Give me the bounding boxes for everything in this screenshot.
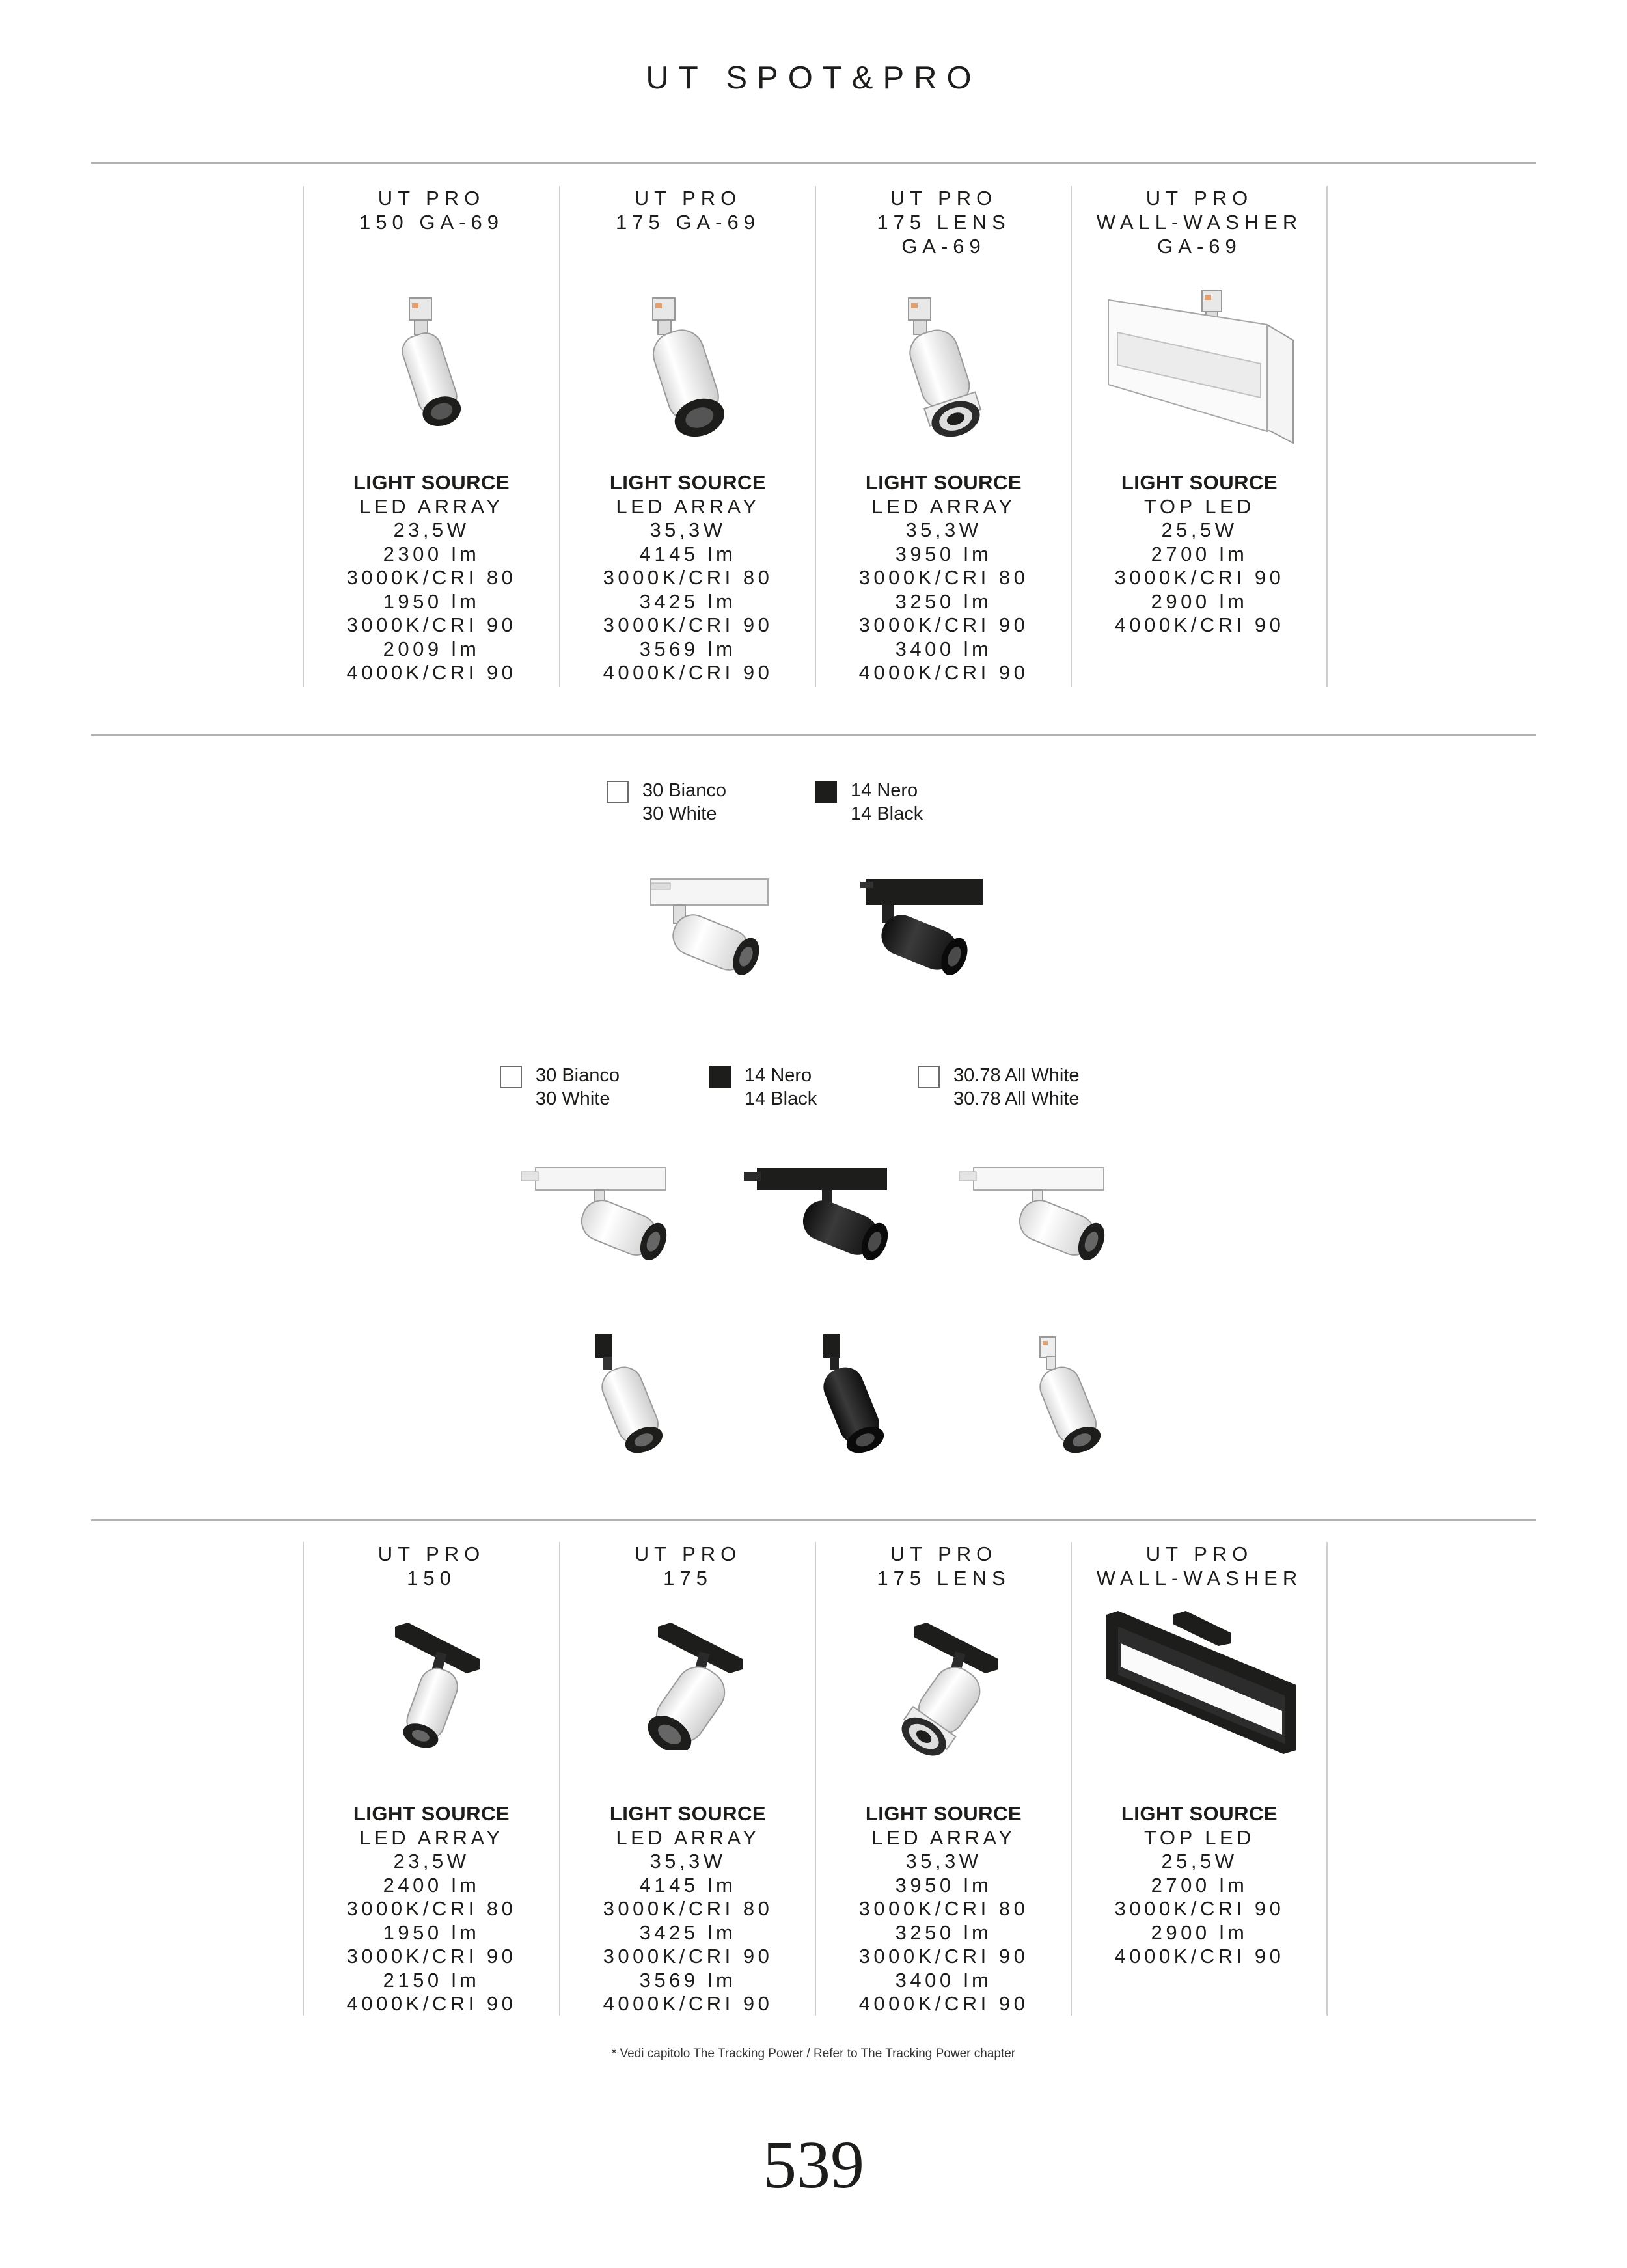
product-image-adapter-spot-white <box>582 1330 680 1454</box>
divider-top <box>91 162 1536 164</box>
spec-line: 3000K/CRI 80 <box>858 566 1029 589</box>
specs-heading: LIGHT SOURCE <box>865 471 1022 494</box>
specs-heading: LIGHT SOURCE <box>865 1802 1022 1825</box>
specs-block <box>1072 1802 1327 1969</box>
spec-line: 4000K/CRI 90 <box>858 1992 1029 2015</box>
spec-line: 4000K/CRI 90 <box>346 661 517 684</box>
finish-code: 30 Bianco <box>536 1065 620 1086</box>
product-image-track-spot-black <box>853 875 989 986</box>
spec-line: 35,3W <box>649 519 726 541</box>
spec-line: 3000K/CRI 90 <box>346 1945 517 1967</box>
specs-heading: LIGHT SOURCE <box>1121 1802 1278 1825</box>
swatch-all-white <box>918 1066 940 1088</box>
spec-line: 3000K/CRI 90 <box>603 1945 773 1967</box>
spec-line: 3000K/CRI 90 <box>1114 1897 1285 1920</box>
spec-line: 35,3W <box>649 1850 726 1872</box>
finish-label <box>851 779 923 826</box>
product-title: UT PRO 175 <box>634 1543 742 1589</box>
specs-block <box>560 471 815 685</box>
product-title: UT PRO 150 <box>377 1543 485 1589</box>
product-column-ut-pro-175-lens <box>816 1542 1071 2016</box>
product-image-track-spot-white <box>517 1161 680 1278</box>
finish-code: 30.78 All White <box>953 1065 1080 1086</box>
specs-block <box>560 1802 815 2016</box>
spec-line: 2150 lm <box>383 1968 480 1991</box>
spec-line: 3000K/CRI 90 <box>346 614 517 636</box>
specs-heading: LIGHT SOURCE <box>609 471 767 494</box>
spec-line: 1950 lm <box>383 1921 480 1944</box>
spec-line: 3000K/CRI 90 <box>858 614 1029 636</box>
spec-line: 35,3W <box>905 519 982 541</box>
spec-line: 3000K/CRI 90 <box>858 1945 1029 1967</box>
spec-line: 4145 lm <box>639 1873 737 1897</box>
spec-line: 35,3W <box>905 1850 982 1872</box>
spec-line: 4000K/CRI 90 <box>603 661 773 684</box>
swatch-white <box>500 1066 522 1088</box>
product-image-adapter-spot-black <box>804 1330 901 1454</box>
divider-middle <box>91 734 1536 736</box>
spec-line: TOP LED <box>1143 1826 1255 1849</box>
spec-line: 25,5W <box>1161 1850 1238 1872</box>
divider-bottom <box>91 1519 1536 1521</box>
product-column-ut-pro-175-lens-ga69 <box>816 186 1071 687</box>
spec-line: 4000K/CRI 90 <box>1114 1945 1285 1967</box>
spec-line: 1950 lm <box>383 589 480 613</box>
finish-code: 14 Nero <box>745 1065 812 1086</box>
page-number: 539 <box>763 2127 864 2202</box>
product-title: UT PRO WALL-WASHER <box>1096 1543 1303 1589</box>
spec-line: 3950 lm <box>895 542 992 565</box>
page-title: UT SPOT&PRO <box>646 61 981 96</box>
spec-line: LED ARRAY <box>871 1826 1016 1849</box>
spec-line: 3425 lm <box>639 1921 737 1944</box>
spec-line: 3250 lm <box>895 589 992 613</box>
spec-line: 3569 lm <box>639 1968 737 1991</box>
spec-line: 2900 lm <box>1151 1921 1248 1944</box>
spec-line: 3000K/CRI 80 <box>603 1897 773 1920</box>
finish-code: 30 Bianco <box>642 780 726 801</box>
spec-line: 3569 lm <box>639 637 737 660</box>
finish-code: 14 Nero <box>851 780 918 801</box>
spec-line: 2400 lm <box>383 1873 480 1897</box>
spec-line: 23,5W <box>393 519 470 541</box>
spec-line: 4145 lm <box>639 542 737 565</box>
specs-heading: LIGHT SOURCE <box>609 1802 767 1825</box>
spec-line: 25,5W <box>1161 519 1238 541</box>
product-image-spot-white <box>382 297 486 440</box>
spec-line: LED ARRAY <box>871 494 1016 518</box>
spec-line: 4000K/CRI 90 <box>346 1992 517 2015</box>
specs-block <box>816 1802 1071 2016</box>
spec-line: 3000K/CRI 90 <box>1114 566 1285 589</box>
finish-english: 30 White <box>536 1088 610 1109</box>
product-column-ut-pro-150-ga69 <box>304 186 559 687</box>
spec-line: 2700 lm <box>1151 542 1248 565</box>
product-column-ut-pro-150 <box>304 1542 559 2016</box>
specs-heading: LIGHT SOURCE <box>353 471 510 494</box>
spec-line: 3250 lm <box>895 1921 992 1944</box>
specs-block <box>304 1802 559 2016</box>
spec-line: 3000K/CRI 90 <box>603 614 773 636</box>
product-image-adapter-spot-all-white <box>1020 1330 1118 1454</box>
product-title: UT PRO 150 GA-69 <box>359 187 504 234</box>
swatch-white <box>607 781 629 803</box>
spec-line: 4000K/CRI 90 <box>858 661 1029 684</box>
finish-english: 14 Black <box>851 803 923 824</box>
product-image-spot-lens-white <box>888 297 1005 446</box>
spec-line: LED ARRAY <box>616 1826 760 1849</box>
finish-label <box>745 1064 817 1111</box>
spec-line: 3000K/CRI 80 <box>346 1897 517 1920</box>
product-image-spot-black-track <box>632 1620 749 1750</box>
spec-line: 4000K/CRI 90 <box>603 1992 773 2015</box>
spec-line: 3400 lm <box>895 637 992 660</box>
product-image-track-spot-all-white <box>955 1161 1118 1278</box>
spec-line: 3425 lm <box>639 589 737 613</box>
spec-line: 2009 lm <box>383 637 480 660</box>
product-column-ut-pro-wall-washer <box>1072 1542 1327 2016</box>
spec-line: LED ARRAY <box>616 494 760 518</box>
finish-label <box>642 779 726 826</box>
product-title: UT PRO 175 LENS GA-69 <box>877 187 1011 258</box>
spec-line: 3000K/CRI 80 <box>858 1897 1029 1920</box>
spec-line: LED ARRAY <box>359 1826 504 1849</box>
spec-line: 3950 lm <box>895 1873 992 1897</box>
spec-line: 4000K/CRI 90 <box>1114 614 1285 636</box>
product-column-ut-pro-wall-washer-ga69 <box>1072 186 1327 687</box>
spec-line: 2700 lm <box>1151 1873 1248 1897</box>
swatch-black <box>815 781 837 803</box>
product-image-spot-black-track <box>382 1620 493 1750</box>
product-title: UT PRO 175 LENS <box>877 1543 1011 1589</box>
finish-english: 14 Black <box>745 1088 817 1109</box>
product-image-track-spot-white <box>644 875 781 986</box>
spec-line: 3000K/CRI 80 <box>603 566 773 589</box>
product-image-wall-washer-black <box>1101 1607 1303 1757</box>
product-column-ut-pro-175-ga69 <box>560 186 815 687</box>
product-title: UT PRO WALL-WASHER GA-69 <box>1096 187 1303 258</box>
product-image-track-spot-black <box>739 1161 901 1278</box>
finish-english: 30.78 All White <box>953 1088 1080 1109</box>
spec-line: 3000K/CRI 80 <box>346 566 517 589</box>
spec-line: 2900 lm <box>1151 589 1248 613</box>
finish-label <box>536 1064 620 1111</box>
product-image-spot-lens-black-track <box>888 1620 1005 1757</box>
specs-block <box>816 471 1071 685</box>
product-image-wall-washer-white <box>1104 287 1300 450</box>
finish-english: 30 White <box>642 803 717 824</box>
footnote: * Vedi capitolo The Tracking Power / Refer to The Tracking Power chapter <box>611 2047 1016 2060</box>
finish-label <box>953 1064 1079 1111</box>
specs-block <box>304 471 559 685</box>
specs-heading: LIGHT SOURCE <box>1121 471 1278 494</box>
spec-line: TOP LED <box>1143 494 1255 518</box>
product-image-spot-white <box>632 297 749 446</box>
product-title: UT PRO 175 GA-69 <box>616 187 760 234</box>
spec-line: 23,5W <box>393 1850 470 1872</box>
specs-block <box>1072 471 1327 638</box>
specs-heading: LIGHT SOURCE <box>353 1802 510 1825</box>
spec-line: LED ARRAY <box>359 494 504 518</box>
spec-line: 3400 lm <box>895 1968 992 1991</box>
spec-line: 2300 lm <box>383 542 480 565</box>
product-column-ut-pro-175 <box>560 1542 815 2016</box>
swatch-black <box>709 1066 731 1088</box>
